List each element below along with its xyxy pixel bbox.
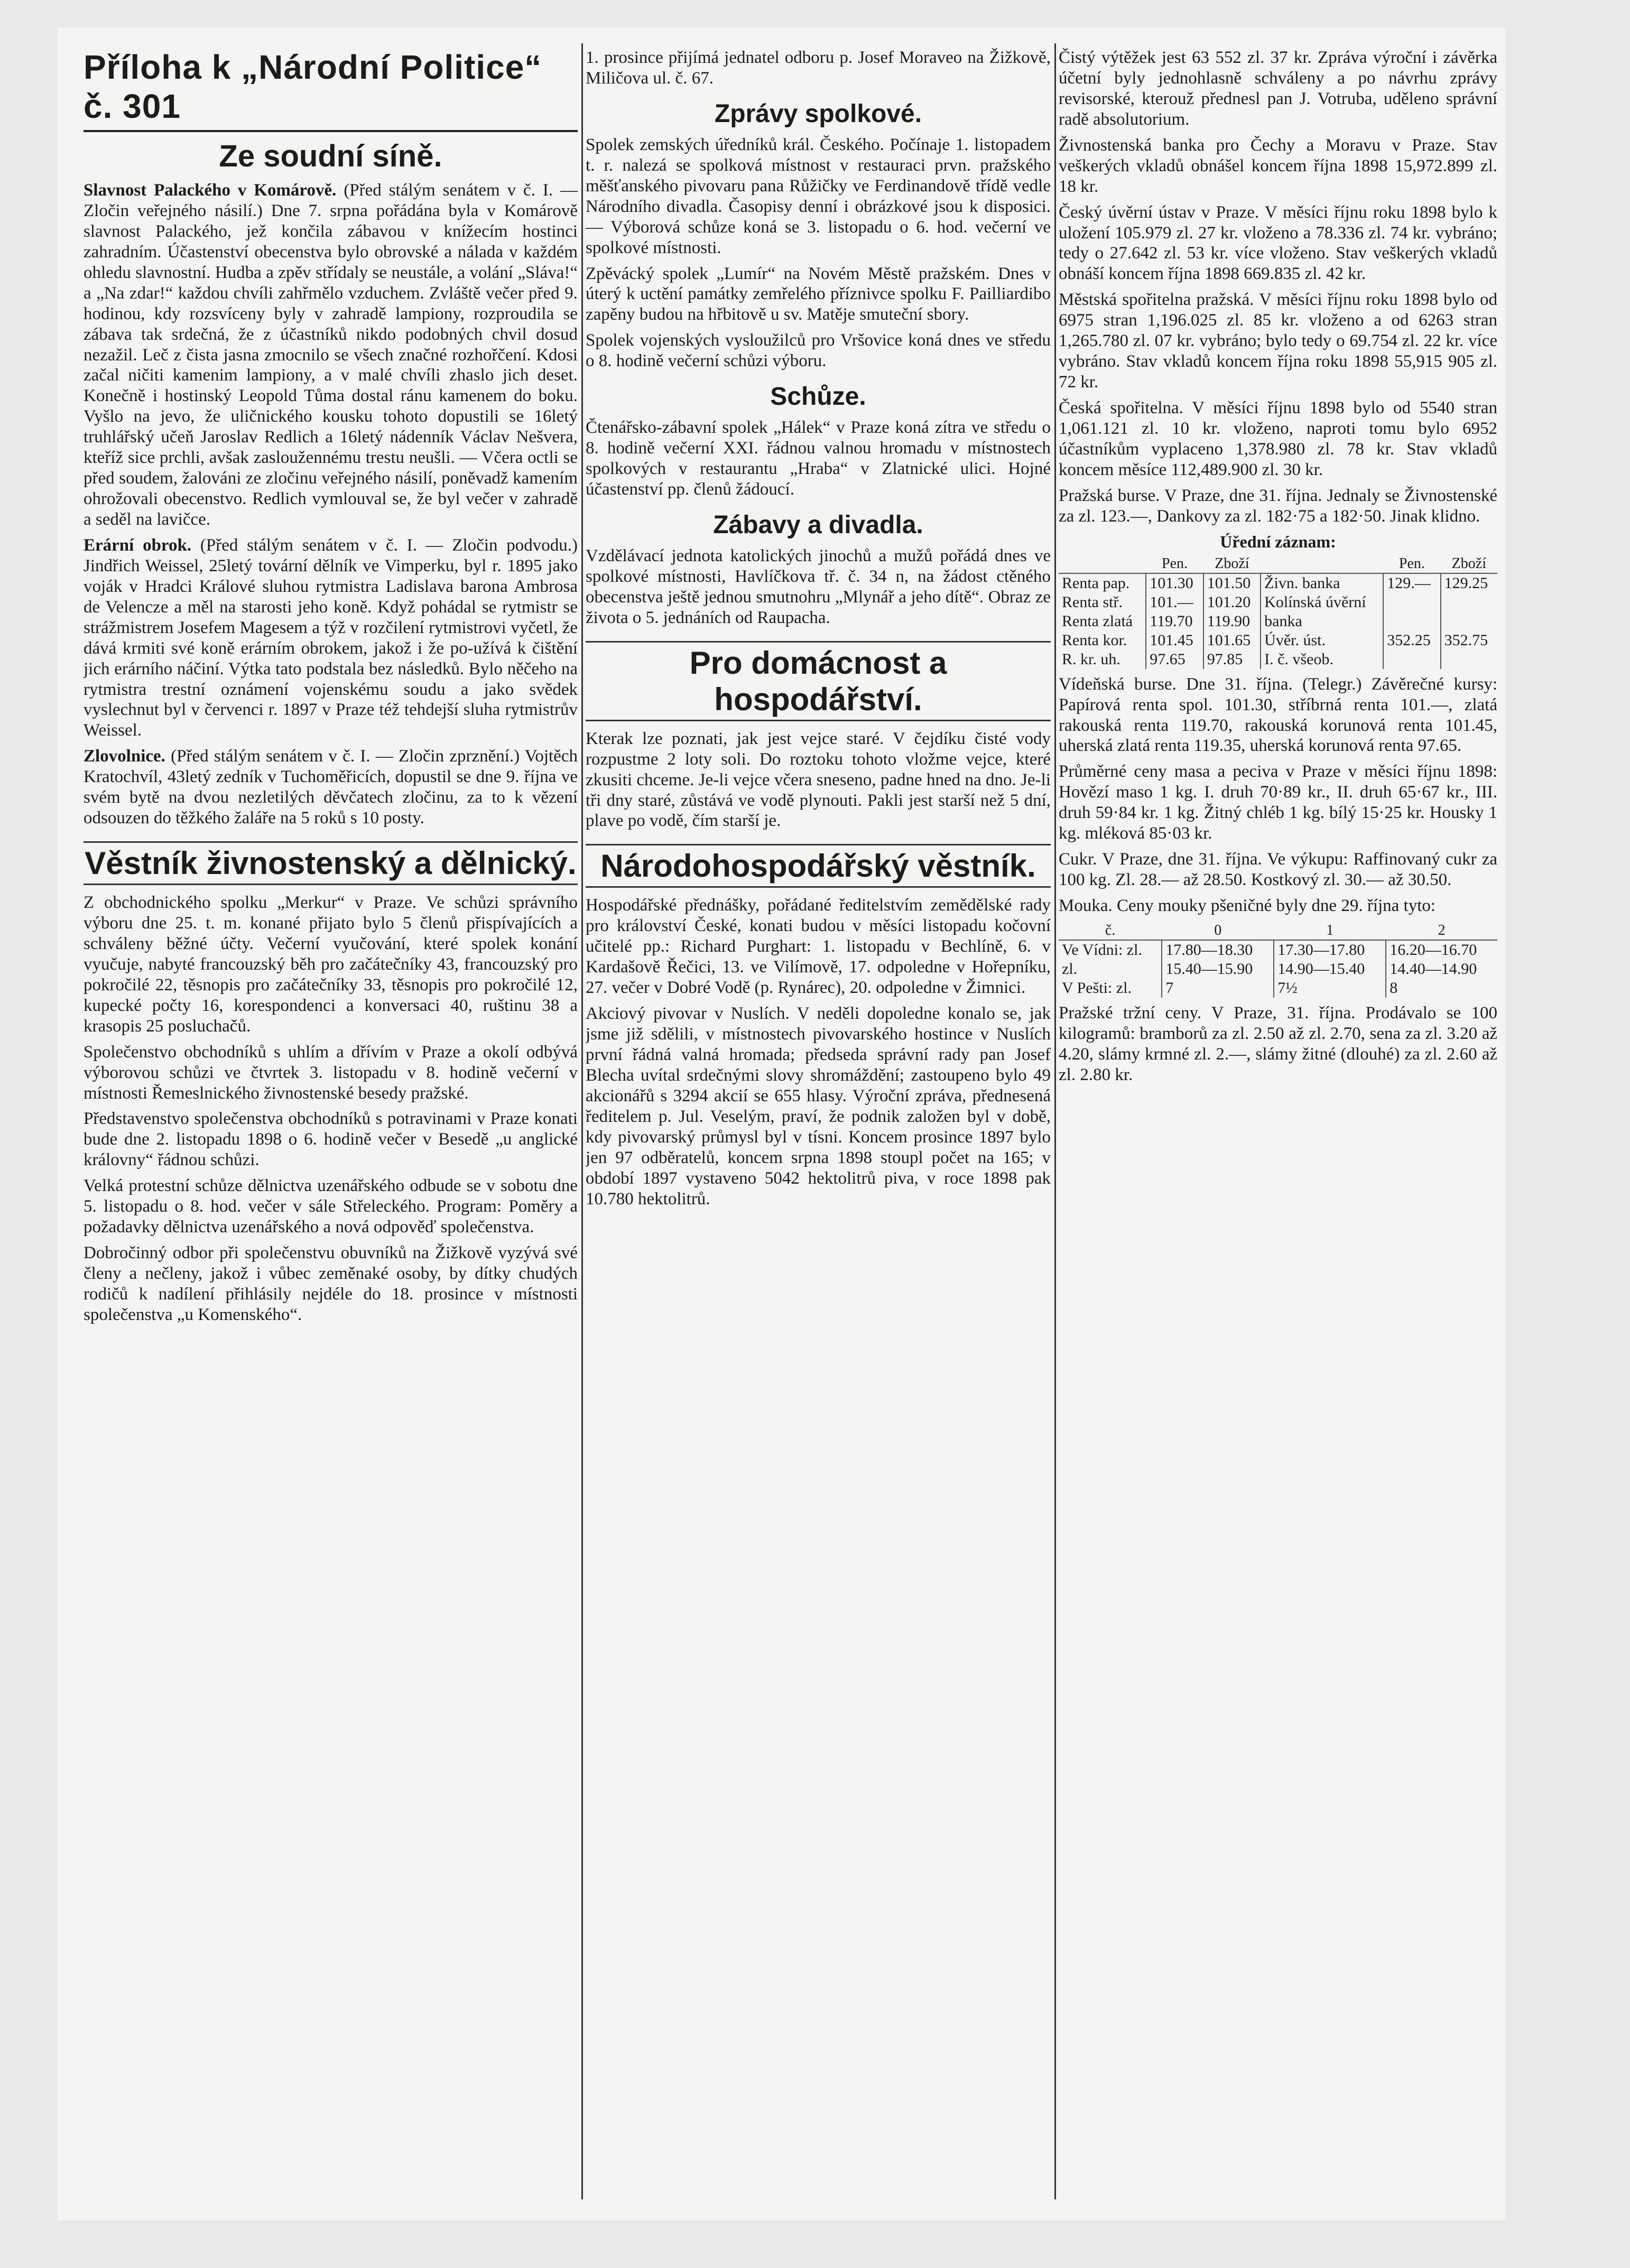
article-title: Zlovolnice. [84, 747, 165, 766]
notice: Průměrné ceny masa a peciva v Praze v měsíci říjnu 1898: Hovězí maso 1 kg. I. druh 70·89 kr., II. druh 65·67 kr., III. druh 59·84 kr. 1 kg. Žitný chléb 1 kg. bílý 15·25 kr. Housky 1 kg. mléková 85·03 kr. [1059, 762, 1497, 843]
notice: Představenstvo společenstva obchodníků s potravinami v Praze konati bude dne 2. listopadu 1898 o 6. hodině večer v Besedě „u anglické královny“ řádnou schůzi. [84, 1109, 578, 1170]
section-heading: Zprávy spolkové. [714, 99, 922, 128]
section-heading: Ze soudní síně. [219, 139, 442, 173]
notice: Kterak lze poznati, jak jest vejce staré. V čejdíku čisté vody rozpustme 2 loty soli. Do roztoku tohoto vložme vejce, které zkusiti chceme. Je-li vejce včera sneseno, padne hned na dno. Je-li tři dny staré, zůstává ve vodě plynouti. Pakli jest starší než 5 dní, plave po vodě, čím starší je. [586, 729, 1051, 831]
column-rule [581, 43, 583, 2199]
newspaper-page [57, 27, 1505, 2220]
article [84, 535, 578, 741]
article [84, 180, 578, 530]
notice: Vzdělávací jednota katolických jinochů a mužů pořádá dnes ve spolkové místnosti, Havlíčkova tř. č. 34 n, na žádost ctěného obecenstva ještě jednou smutnohru „Mlynář a jeho dítě“. Obraz ze života o 5. jednáních od Raupacha. [586, 546, 1051, 627]
table-row: Ve Vídni: zl. 17.80—18.30 17.30—17.80 16.20—16.70 [1059, 940, 1497, 960]
notice: Mouka. Ceny mouky pšeničné byly dne 29. října tyto: [1059, 896, 1436, 915]
notice: Čistý výtěžek jest 63 552 zl. 37 kr. Zpráva výroční i závěrka účetní byly jednohlasně schváleny a po návrhu zprávy revisorské, kterouž přednesl pan J. Votruba, uděleno správní radě absolutorium. [1059, 48, 1497, 129]
table-row: Renta pap. 101.30 101.50 Živn. banka 129.— 129.25 [1059, 573, 1497, 593]
notice: Spolek zemských úředníků král. Českého. Počínaje 1. listopadem t. r. nalezá se spolková místnost v restauraci prvn. pražského měšťanského pivovaru pana Růžičky ve Ferdinandově třídě vedle Národního divadla. Časopisy denní i obrázkové jsou k disposici. — Výborová schůze koná se 3. listopadu o 6. hod. večerní ve spolkové místnosti. [586, 135, 1051, 257]
table-header: Pen. Zboží Pen. Zboží [1059, 555, 1497, 573]
flour-price-table [1059, 922, 1497, 998]
notice: Vídeňská burse. Dne 31. října. (Telegr.) Závěrečné kursy: Papírová renta spol. 101.30, stříbrná renta 101.—, zlatá rakouská renta 119.70, rakouská korunová renta 101.45, uherská zlatá renta 119.35, uherská korunová renta 97.65. [1059, 674, 1497, 756]
table-header: č. 0 1 2 [1059, 922, 1497, 940]
table-row: V Pešti: zl. 7 7½ 8 [1059, 979, 1497, 998]
masthead: Příloha k „Národní Politice“ č. 301 [84, 48, 578, 132]
table-row: zl. 15.40—15.90 14.90—15.40 14.40—14.90 [1059, 960, 1497, 979]
article-text: (Před stálým senátem v č. I. — Zločin veřejného násilí.) Dne 7. srpna pořádána byla v Komárově slavnost Palackého, jež končila zábavou v knížecím hostinci zahradním. Účastenství obecenstva bylo obrovské a nálada v každém ohledu slavnostní. Hudba a zpěv střídaly se neustále, a volání „Sláva!“ a „Na zdar!“ každou chvíli zahřmělo vzduchem. Zvláště večer před 9. hodinou, kdy rozsvíceny byly v zahradě lampiony, rozproudila se zábava tak srdečná, že z účastníků nikdo podobných chvil dosud nezažil. Leč z čista jasna zmocnilo se všech značné rozhořčení. Kdosi začal ničiti kamenim lampiony, a v malé chvíli zhaslo jich deset. Konečně i hostinský Leopold Tůma dostal ránu kamenem do boku. Vyšlo na jevo, že uličnického kousku tohoto dopustili se 16letý truhlářský učeň Jaroslav Redlich a 16letý nádenník Václav Nešvera, kteříž sice prchli, avšak zasloužennému trestu neušli. — Včera octli se před soudem, žalováni ze zločinu veřejného násilí, poněvadž kamením ohrožovali obecenstvo. Redlich vymlouval se, že byl večer v zahradě a seděl na lavičce. [84, 181, 578, 529]
section-heading: Zábavy a divadla. [713, 510, 923, 539]
notice: Český úvěrní ústav v Praze. V měsíci říjnu roku 1898 bylo k uložení 105.979 zl. 27 kr. vloženo a 78.336 zl. 74 kr. vybráno; tedy o 27.642 zl. 53 kr. více vloženo. Stav veškerých vkladů obnáší koncem října 1898 669.835 zl. 42 kr. [1059, 202, 1497, 284]
notice: Spolek vojenských vysloužilců pro Vršovice koná dnes ve středu o 8. hodině večerní schůzi výboru. [586, 331, 1051, 371]
notice: Pražské tržní ceny. V Praze, 31. října. Prodávalo se 100 kilogramů: bramborů za zl. 2.50 až zl. 2.70, sena za zl. 3.20 až 4.20, slámy krmné zl. 2.—, slámy žitné (dlouhé) za zl. 2.60 až zl. 2.80 kr. [1059, 1003, 1497, 1084]
notice: Z obchodnického spolku „Merkur“ v Praze. Ve schůzi správního výboru dne 25. t. m. konané přijato bylo 5 členů přispívajících a schváleny běžné účty. Večerní vyučování, které spolek konání vyučuje, nabyté francouzský běh pro začátečníky 43, francouzský pro pokročilé 22, těsnopis pro začátečníky 33, těsnopis pro pokročilé 12, kupecké počty 16, korespondenci a konversaci 40, ruštinu 38 a krasopis 25 posluchačů. [84, 893, 578, 1036]
table-row: Renta zlatá 119.70 119.90 banka [1059, 612, 1497, 631]
section-heading: Národohospodářský věstník. [586, 844, 1051, 888]
notice: Zpěvácký spolek „Lumír“ na Novém Městě pražském. Dnes v úterý k uctění památky zemřelého příznivce spolku F. Pailliardibo zapěny budou na hřbitově u sv. Matěje smuteční sbory. [586, 264, 1051, 324]
notice: Česká spořitelna. V měsíci říjnu 1898 bylo od 5540 stran 1,061.121 zl. 10 kr. vloženo, naproti tomu bylo 6952 účastníkům vyplaceno 1,378.980 zl. 78 kr. Stav vkladů koncem měsíce 112,489.900 zl. 30 kr. [1059, 398, 1497, 479]
notice: Živnostenská banka pro Čechy a Moravu v Praze. Stav veškerých vkladů obnášel koncem října 1898 15,972.899 zl. 18 kr. [1059, 135, 1497, 196]
article [84, 746, 578, 829]
column-1 [84, 48, 578, 2199]
bourse-table [1059, 555, 1497, 669]
section-heading: Pro domácnost a hospodářství. [586, 641, 1051, 721]
column-rule [1054, 43, 1056, 2199]
notice: Pražská burse. V Praze, dne 31. října. Jednaly se Živnostenské za zl. 123.—, Dankovy za zl. 182·75 a 182·50. Jinak klidno. [1059, 486, 1497, 526]
notice: 1. prosince přijímá jednatel odboru p. Josef Moraveo na Žižkově, Miličova ul. č. 67. [586, 48, 1051, 88]
article-text: (Před stálým senátem v č. I. — Zločin zprznění.) Vojtěch Kratochvíl, 43letý zedník v Tuchoměřicích, dopustil se dne 9. října ve svém bytě na dvou nezletilých děvčatech zločinu, za to k vězení odsouzen do těžkého žaláře na 5 roků s 10 posty. [84, 747, 578, 828]
article-title: Slavnost Palackého v Komárově. [84, 181, 337, 200]
notice: Čtenářsko-zábavní spolek „Hálek“ v Praze koná zítra ve středu o 8. hodině večerní XXI. řádnou valnou hromadu v místnostech spolkových v restaurantu „Hraba“ v Zlatnické ulici. Hojné účastenství pp. členů žádoucí. [586, 418, 1051, 499]
table-caption: Úřední záznam: [1220, 532, 1336, 551]
article-text: (Před stálým senátem v č. I. — Zločin podvodu.) Jindřich Weissel, 25letý tovární dělník ve Vimperku, byl r. 1895 jako voják v Hradci Králové sluhou rytmistra Ladislava barona Ambrosa de Velencze a měl na starosti jeho koně. Když pohádal se rytmistr se strážmistrem Josefem Magesem a týž v rozčilení rytmistrovi vyčetl, že dává krmiti své koně erárním obrokem, jakož i že po-užívá k čištění jich erárního náčiní. Výtka tato podstala bez následků. Bylo něčeho na rytmistra trestní oznámení vojenskému soudu a jako svědek vyslechnut byl v červenci r. 1897 v Praze též tehdejší sluha rytmistrův Weissel. [84, 535, 578, 740]
notice: Dobročinný odbor při společenstvu obuvníků na Žižkově vyzývá své členy a nečleny, jakož i vůbec zeměnaké osoby, by dítky chudých rodičů k nadílení přihlásily nejdéle do 18. prosince v místnosti společenstva „u Komenského“. [84, 1243, 578, 1324]
notice: Společenstvo obchodníků s uhlím a dřívím v Praze a okolí odbývá výborovou schůzi ve čtvrtek 3. listopadu v 8. hodině večerní v místnosti Řemeslnického živnostenské besedy pražské. [84, 1042, 578, 1103]
table-row: Renta stř. 101.— 101.20 Kolínská úvěrní [1059, 593, 1497, 612]
table-row: R. kr. uh. 97.65 97.85 I. č. všeob. [1059, 650, 1497, 669]
notice: Velká protestní schůze dělnictva uzenářského odbude se v sobotu dne 5. listopadu o 8. hod. večer v sále Střeleckého. Program: Poměry a požadavky dělnictva uzenářského a nová odpověď společenstva. [84, 1176, 578, 1237]
column-2 [586, 48, 1051, 2199]
notice: Cukr. V Praze, dne 31. října. Ve výkupu: Raffinovaný cukr za 100 kg. Zl. 28.— až 28.50. Kostkový zl. 30.— až 30.50. [1059, 850, 1497, 890]
table-row: Renta kor. 101.45 101.65 Úvěr. úst. 352.25 352.75 [1059, 631, 1497, 650]
notice: Hospodářské přednášky, pořádané ředitelstvím zemědělské rady pro království České, konati budou v měsíci listopadu kočovní učitelé pp.: Richard Purghart: 1. listopadu v Bechlíně, 6. v Kardašově Řečici, 13. ve Vilímově, 17. odpoledne v Hořepníku, 27. večer v Dobré Vodě (p. Rynárec), 20. odpoledne v Žimnici. [586, 896, 1051, 998]
article-title: Erární obrok. [84, 535, 192, 555]
notice: Městská spořitelna pražská. V měsíci říjnu roku 1898 bylo od 6975 stran 1,196.025 zl. 85 kr. vloženo a od 6263 stran 1,265.780 zl. 07 kr. vybráno; bylo tedy o 69.754 zl. 22 kr. více vybráno. Stav vkladů koncem října roku 1898 55,915 905 zl. 72 kr. [1059, 290, 1497, 392]
section-heading: Věstník živnostenský a dělnický. [84, 841, 578, 885]
section-heading: Schůze. [770, 383, 866, 411]
notice: Akciový pivovar v Nuslích. V neděli dopoledne konalo se, jak jsme již sdělili, v místnostech pivovarského hostince v Nuslích první řádná valná hromada; předseda správní rady pan Josef Blecha uvítal srdečnými slovy shromáždění; zastoupeno bylo 49 akcionářů s 3294 akcií se 655 hlasy. Výroční zpráva, přednesená ředitelem p. Jul. Veselým, praví, že podnik založen byl v době, kdy pivovarský průmysl byl v tísni. Koncem prosince 1897 bylo jen 97 odběratelů, koncem srpna 1898 stoupl počet na 165; v období 1897 vystaveno 5042 hektolitrů piva, v roce 1898 pak 10.780 hektolitrů. [586, 1004, 1051, 1209]
column-3 [1059, 48, 1497, 2199]
